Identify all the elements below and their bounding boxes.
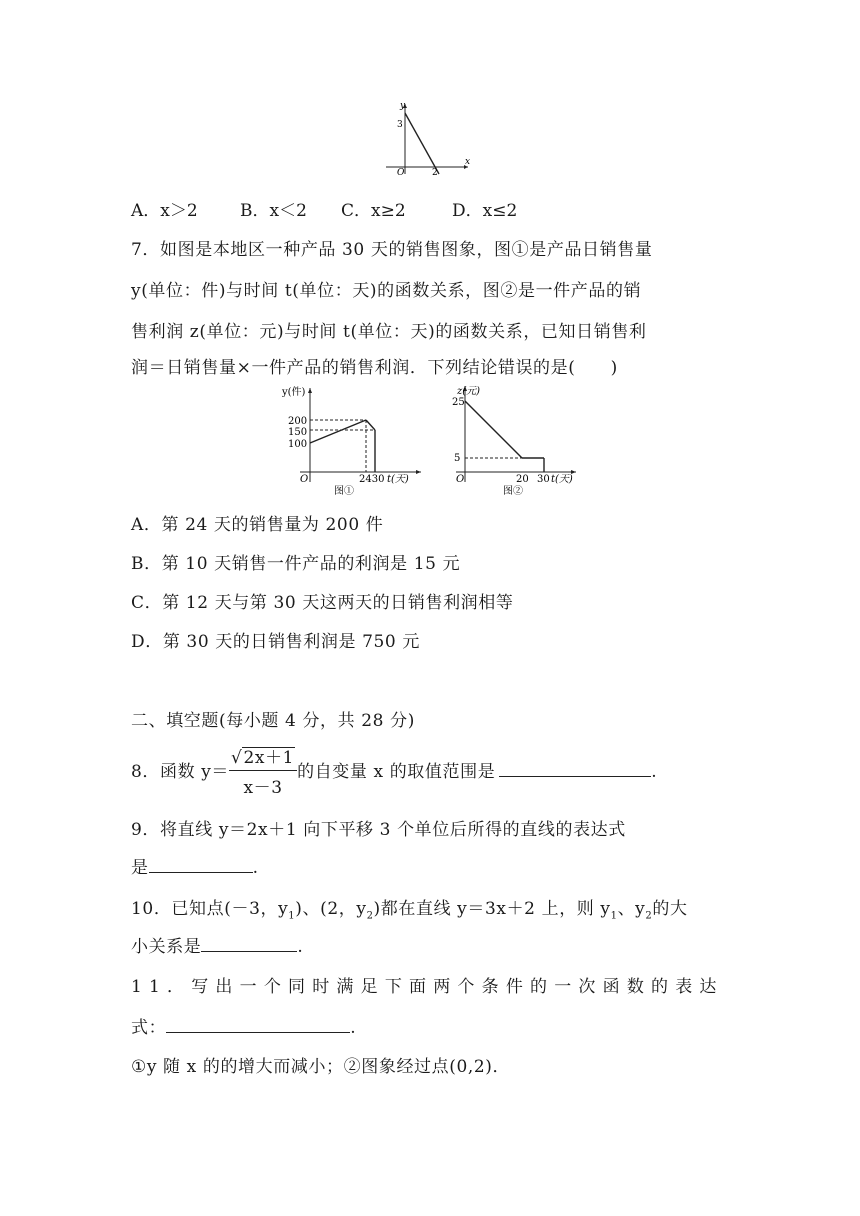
q8-end: . [651,762,658,782]
q10-text-2: )、(2，y [295,899,367,919]
top-line-graph [380,98,475,176]
figure-1-sales-volume [276,384,428,497]
q11-line-1: 11．写出一个同时满足下面两个条件的一次函数的表达 [131,977,724,997]
fig1-y-tick-150: 150 [288,427,308,438]
q7-option-c[interactable]: C．第 12 天与第 30 天这两天的日销售利润相等 [131,593,514,613]
fig2-x-tick-30: 30 [537,474,550,485]
section-2-heading: 二、填空题(每小题 4 分，共 28 分) [131,711,415,731]
q10-answer-blank[interactable] [201,935,297,952]
q8-denominator: x－3 [243,778,283,798]
fig2-y-label: z(元) [457,386,481,397]
q10-sub-3: 1 [610,910,618,922]
q8-answer-blank[interactable] [499,760,651,777]
top-graph-y-tick: 3 [397,120,403,130]
q10-line-2-text: 小关系是 [131,937,202,957]
q10-text-3: )都在直线 y＝3x＋2 上，则 y [373,899,611,919]
fig2-y-tick-5: 5 [454,453,461,464]
q8-suffix: 的自变量 x 的取值范围是 [297,762,496,782]
q7-line-4: 润＝日销售量×一件产品的销售利润．下列结论错误的是( ) [131,358,618,378]
q8-fraction: $\frac{√2x+1}{x-3}$ [229,743,297,798]
q10-text-1: 10．已知点(－3，y [131,899,289,919]
q7-option-a[interactable]: A．第 24 天的销售量为 200 件 [131,515,384,535]
q10-line-2 [131,932,303,957]
figure-2-unit-profit [448,380,583,497]
fig2-caption: 图② [503,486,523,497]
fig2-x-label: t(天) [551,474,573,485]
fig1-caption: 图① [334,486,354,497]
q8 [131,745,657,800]
q9-line-1: 9．将直线 y＝2x＋1 向下平移 3 个单位后所得的直线的表达式 [131,820,626,840]
q6-option-b[interactable]: B．x＜2 [240,201,307,221]
q7-option-d[interactable]: D．第 30 天的日销售利润是 750 元 [131,632,420,652]
q7-line-2: y(单位：件)与时间 t(单位：天)的函数关系，图②是一件产品的销 [131,281,642,301]
q11-answer-blank[interactable] [166,1016,350,1033]
top-graph-origin: O [397,168,405,176]
q10-sub-2: 2 [366,910,374,922]
q7-option-b[interactable]: B．第 10 天销售一件产品的利润是 15 元 [131,554,461,574]
q8-prefix: 8．函数 y＝ [131,762,230,782]
q10-text-5: 的大 [652,899,688,919]
q10-sub-4: 2 [645,910,653,922]
fig1-x-label: t(天) [387,474,409,485]
q11-line-2 [131,1013,356,1038]
fig2-y-tick-25: 25 [452,397,465,408]
q9-line-2-text: 是 [131,858,149,878]
fig2-origin: O [456,474,465,485]
fig1-origin: O [300,474,309,485]
fig1-x-ticks: 2430 [359,474,385,485]
top-graph-x-tick: 2 [432,168,438,176]
fig2-x-tick-20: 20 [516,474,529,485]
q6-option-c[interactable]: C．x≥2 [341,201,406,221]
fig1-y-tick-100: 100 [288,439,308,450]
q11-line-2-text: 式： [131,1018,167,1038]
q7-line-3: 售利润 z(单位：元)与时间 t(单位：天)的函数关系，已知日销售利 [131,322,647,342]
q10-sub-1: 1 [288,910,296,922]
top-graph-x-label: x [465,157,471,167]
q9-line-2 [131,853,259,878]
q11-end: . [350,1018,357,1038]
fig1-y-tick-200: 200 [288,416,308,427]
q10-text-4: 、y [617,899,646,919]
fig1-y-label: y(件) [282,387,306,398]
q10-line-1 [131,894,688,921]
q9-end: . [252,858,259,878]
q8-numerator: 2x＋1 [243,748,295,768]
q11-conditions: ①y 随 x 的的增大而减小；②图象经过点(0,2)． [131,1057,511,1077]
q9-answer-blank[interactable] [149,856,253,873]
q6-option-d[interactable]: D．x≤2 [452,201,518,221]
top-graph-y-label: y [400,101,406,111]
q10-end: . [297,937,304,957]
q7-line-1: 7．如图是本地区一种产品 30 天的销售图象，图①是产品日销售量 [131,240,653,260]
q6-option-a[interactable]: A．x＞2 [131,201,198,221]
